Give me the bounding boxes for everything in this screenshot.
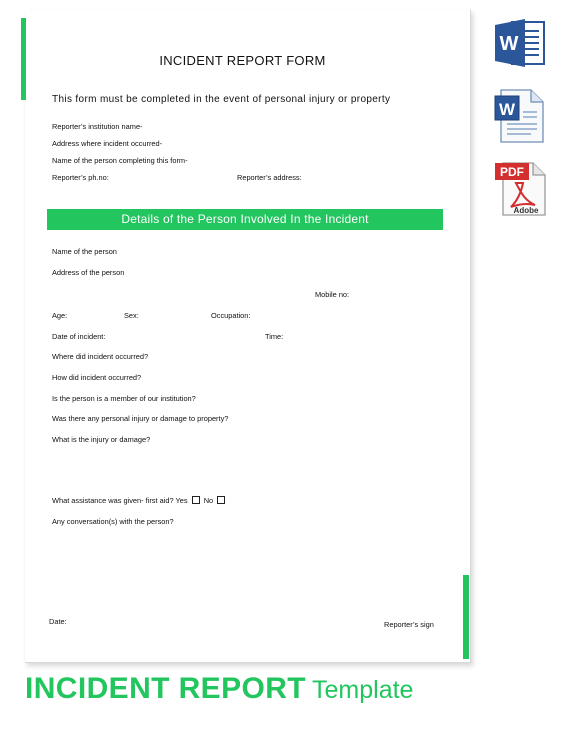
field-age: Age: <box>52 311 68 320</box>
accent-bar-bottom <box>463 575 469 659</box>
field-date-of-incident: Date of incident: <box>52 332 106 341</box>
form-intro: This form must be completed in the event of personal injury or property <box>52 94 391 105</box>
yes-checkbox[interactable] <box>192 496 200 504</box>
banner-title-light: Template <box>312 676 414 704</box>
field-person-address: Address of the person <box>52 268 125 277</box>
field-reporter-address: Reporter’s address: <box>237 173 302 182</box>
field-reporter-phone: Reporter’s ph.no: <box>52 173 109 182</box>
word-icon-letter: W <box>499 33 519 55</box>
no-checkbox[interactable] <box>217 496 225 504</box>
field-conversation: Any conversation(s) with the person? <box>52 517 174 526</box>
field-occupation: Occupation: <box>211 311 251 320</box>
field-incident-address: Address where incident occurred- <box>52 139 163 148</box>
template-banner-title <box>25 671 413 708</box>
field-time: Time: <box>265 332 284 341</box>
field-date: Date: <box>49 617 67 626</box>
assistance-label: What assistance was given- first aid? Yes <box>52 496 188 505</box>
field-assistance <box>52 496 227 505</box>
field-person-completing: Name of the person completing this form- <box>52 156 188 165</box>
form-title: INCIDENT REPORT FORM <box>159 53 326 68</box>
word-docx-icon[interactable] <box>495 18 547 68</box>
pdf-label: PDF <box>500 165 524 179</box>
adobe-label: Adobe <box>513 206 539 215</box>
word-doc-icon[interactable] <box>493 88 547 144</box>
field-sex: Sex: <box>124 311 139 320</box>
field-person-name: Name of the person <box>52 247 117 256</box>
field-injury-question: Was there any personal injury or damage to property? <box>52 414 229 423</box>
field-member: Is the person is a member of our institution? <box>52 394 196 403</box>
section-header: Details of the Person Involved In the Incident <box>47 209 443 230</box>
field-institution-name: Reporter’s institution name- <box>52 122 143 131</box>
no-label: No <box>203 496 214 505</box>
banner-title-strong: INCIDENT REPORT <box>25 672 307 705</box>
field-how: How did incident occurred? <box>52 373 142 382</box>
field-where: Where did incident occurred? <box>52 352 149 361</box>
field-reporter-sign: Reporter’s sign <box>384 620 434 629</box>
field-injury-what: What is the injury or damage? <box>52 435 151 444</box>
field-mobile: Mobile no: <box>315 290 350 299</box>
pdf-icon[interactable] <box>493 161 549 217</box>
word-doc-icon-letter: W <box>498 100 516 119</box>
